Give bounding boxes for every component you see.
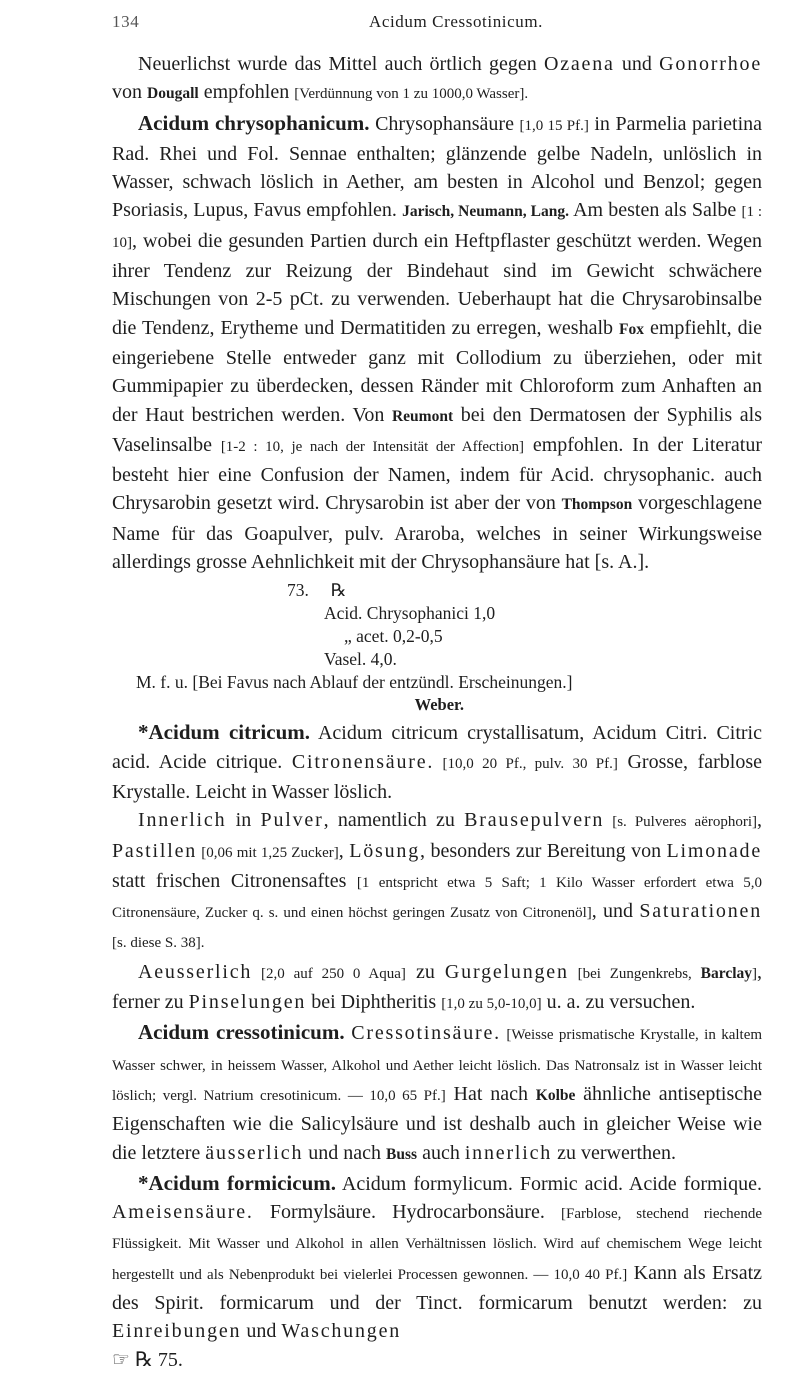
small-note: [1,0 zu 5,0-10,0] — [441, 996, 542, 1013]
text: von — [112, 81, 147, 104]
spaced-term: Lösung — [349, 839, 421, 862]
small-note: [1 entspricht etwa 5 Saft; 1 Kilo Wasser erfordert etwa 5,0 Citronensäure, Zucker q. s. und einen höchst geringen Zusatz von Citronenöl] — [112, 874, 762, 922]
spaced-term: Ozaena — [543, 53, 615, 75]
author-name: Fox — [619, 320, 644, 338]
spaced-term: Saturationen — [639, 900, 762, 923]
entry-headword: *Acidum citricum. — [138, 720, 311, 745]
text: , namentlich zu — [323, 809, 465, 832]
spaced-term: Einreibungen — [112, 1320, 242, 1343]
small-note: [2,0 auf 250 0 Aqua] — [252, 965, 406, 982]
recipe-line: „ acet. 0,2-0,5 — [344, 626, 443, 647]
recipe-line: Vasel. 4,0. — [324, 649, 397, 670]
entry-headword: Acidum chrysophanicum. — [138, 110, 370, 135]
author-name: Reumont — [391, 407, 454, 425]
small-note: ] — [752, 965, 757, 982]
text: Chrysophansäure — [369, 112, 520, 135]
text: Hat nach — [445, 1082, 536, 1105]
paragraph-citricum-external — [112, 958, 762, 1019]
text: in Parmelia parietina Rad. Rhei und Fol. Sennae enthalten; glänzende gelbe Nadeln, unlöslich in Wasser, schwach löslich in Aether, am besten in Alcohol und Benzol; gegen Psoriasis, Lupus, Favus empfohlen. — [112, 112, 763, 222]
text: bei den Dermatosen der Syphilis als Vaselinsalbe — [112, 403, 762, 456]
small-note: [1 : 10] — [112, 204, 763, 251]
text: Am besten als Salbe — [569, 199, 742, 222]
spaced-term: Pastillen — [112, 839, 198, 862]
spaced-term: Waschungen — [281, 1320, 402, 1343]
text: Neuerlichst wurde das Mittel auch örtlich gegen — [138, 53, 544, 75]
recipe-note: [Bei Favus nach Ablauf der entzündl. Erscheinungen.] — [192, 672, 573, 693]
entry-acidum-citricum — [112, 718, 762, 806]
recipe-signature: Weber. — [414, 695, 464, 715]
spaced-term: Innerlich — [138, 809, 227, 832]
recipe-reference: ℞ 75. — [129, 1348, 183, 1371]
text: , — [338, 839, 350, 862]
small-note: [s. Pulveres aërophori] — [604, 814, 758, 831]
text: Kann als Ersatz des Spirit. formicarum und der Tinct. formicarum benutzt werden: zu — [112, 1261, 763, 1314]
text: , — [757, 809, 763, 832]
small-note: [Weisse prismatische Krystalle, in kaltem Wasser schwer, in heissem Wasser, Alkohol und Aether leicht löslich. Das Natronsalz ist in Wasser leicht löslich; vergl. Natrium cresotinicum. — 10,0 65 Pf.] — [112, 1027, 763, 1104]
entry-acidum-formicicum — [112, 1169, 762, 1346]
text: zu verwerthen. — [552, 1141, 676, 1164]
text: statt frischen Citronensaftes — [112, 869, 357, 892]
text: vorgeschlagene Name für das Goapulver, pulv. Araroba, welches in seiner Wirkungsweise allerdings grosse Aehnlichkeit mit der Chrysophansäure hat [s. A.]. — [112, 492, 762, 574]
spaced-term: Cressotinsäure. — [351, 1022, 501, 1045]
author-name: Jarisch, Neumann, Lang. — [402, 203, 570, 221]
page-number: 134 — [112, 12, 140, 31]
text: empfohlen. In der Literatur besteht hier eine Confusion der Namen, indem für Acid. chrysophanic. auch Chrysarobin gesetzt wird. Chrysarobin ist aber der von — [112, 433, 763, 515]
author-name: Buss — [386, 1145, 418, 1163]
text: u. a. zu versuchen. — [541, 991, 696, 1014]
spaced-term: Ameisensäure. — [112, 1201, 254, 1224]
text: , wobei die gesunden Partien durch ein Heftpflaster geschützt werden. Wegen ihrer Tendenz zur Reizung der Bindehaut sind im Gewicht schwächere Mischungen von 2-5 pCt. zu verwenden. Ueberhaupt hat die Chrysarobinsalbe die Tendenz, Erytheme und Dermatitiden zu erregen, weshalb — [112, 229, 762, 339]
spaced-term: Citronensäure. — [291, 750, 435, 773]
recipe-symbol-icon: ℞ — [330, 580, 347, 601]
small-note: [0,06 mit 1,25 Zucker] — [197, 844, 339, 861]
text: , besonders zur Bereitung von — [420, 839, 667, 862]
paragraph-citricum-internal — [112, 806, 762, 957]
recipe-73 — [112, 579, 762, 716]
spaced-term: Gurgelungen — [444, 960, 569, 983]
text: , ferner zu — [112, 960, 762, 1014]
text: und — [241, 1320, 282, 1343]
entry-acidum-chrysophanicum — [112, 109, 762, 577]
recipe-footer — [112, 671, 762, 694]
text: empfohlen — [198, 81, 295, 104]
small-note: [1,0 15 Pf.] — [519, 117, 589, 134]
text: ähnliche antiseptische Eigenschaften wie die Salicylsäure und ist deshalb auch in gleicher Weise wie die letztere — [112, 1082, 763, 1164]
spaced-term: innerlich — [464, 1141, 553, 1164]
small-note: [bei Zungenkrebs, — [568, 965, 701, 982]
author-name: Thompson — [561, 496, 633, 514]
spaced-term: Pinselungen — [188, 991, 307, 1014]
text: Acidum citricum crystallisatum, Acidum Citri. Citric acid. Acide citrique. — [112, 722, 762, 773]
entry-headword: Acidum cressotinicum. — [138, 1020, 345, 1045]
text: Grosse, farblose Krystalle. Leicht in Wasser löslich. — [112, 750, 763, 803]
entry-acidum-cressotinicum — [112, 1018, 762, 1168]
spaced-term: Brausepulvern — [464, 809, 605, 832]
author-name: Dougall — [147, 85, 199, 103]
spaced-term: äusserlich — [205, 1141, 304, 1164]
page-body — [112, 50, 762, 1374]
recipe-directions: M. f. u. — [136, 672, 189, 693]
text: bei Diphtheritis — [306, 991, 442, 1014]
text: in — [226, 809, 261, 832]
small-note: [s. diese S. 38]. — [112, 935, 205, 952]
entry-headword: *Acidum formicicum. — [138, 1170, 336, 1195]
spaced-term: Aeusserlich — [138, 960, 253, 983]
text: Acidum formylicum. Formic acid. Acide formique. — [336, 1172, 762, 1195]
spaced-term: Gonorrhoe — [659, 53, 762, 75]
pointing-hand-icon: ☞ — [112, 1348, 130, 1371]
recipe-line: Acid. Chrysophanici 1,0 — [324, 603, 496, 624]
paragraph-ozaena — [112, 50, 762, 109]
recipe-number: 73. — [287, 580, 309, 601]
small-note: [Farblose, stechend riechende Flüssigkeit. Mit Wasser und Alkohol in allen Verhältnissen löslich. Wird auf chemischem Wege leicht hergestellt und als Nebenprodukt bei vielerlei Processen gewonnen. — 10,0 40 Pf.] — [112, 1206, 762, 1283]
text: zu — [405, 960, 445, 983]
author-name: Kolbe — [535, 1086, 576, 1104]
text: Formylsäure. Hydrocarbonsäure. — [253, 1201, 561, 1224]
small-note: [1-2 : 10, je nach der Intensität der Affection] — [220, 438, 524, 455]
text: auch — [417, 1141, 465, 1164]
text: und — [614, 53, 660, 75]
running-title: Acidum Cressotinicum. — [368, 12, 544, 31]
text: empfiehlt, die eingeriebene Stelle entweder ganz mit Collodium zu überziehen, oder mit Gummipapier zu überdecken, dessen Ränder mit Chloroform zum Anhaften an der Haut bestrichen werden. Von — [112, 316, 763, 426]
small-note: [Verdünnung von 1 zu 1000,0 Wasser]. — [294, 86, 529, 103]
recipe-header — [112, 579, 762, 602]
page-header — [112, 12, 760, 36]
spaced-term: Limonade — [666, 839, 763, 862]
catchword-line — [112, 1346, 762, 1374]
author-name: Barclay — [700, 964, 752, 982]
spaced-term: Pulver — [260, 809, 324, 832]
text: und nach — [303, 1141, 387, 1164]
text: , und — [591, 900, 640, 923]
small-note: [10,0 20 Pf., pulv. 30 Pf.] — [434, 755, 618, 772]
